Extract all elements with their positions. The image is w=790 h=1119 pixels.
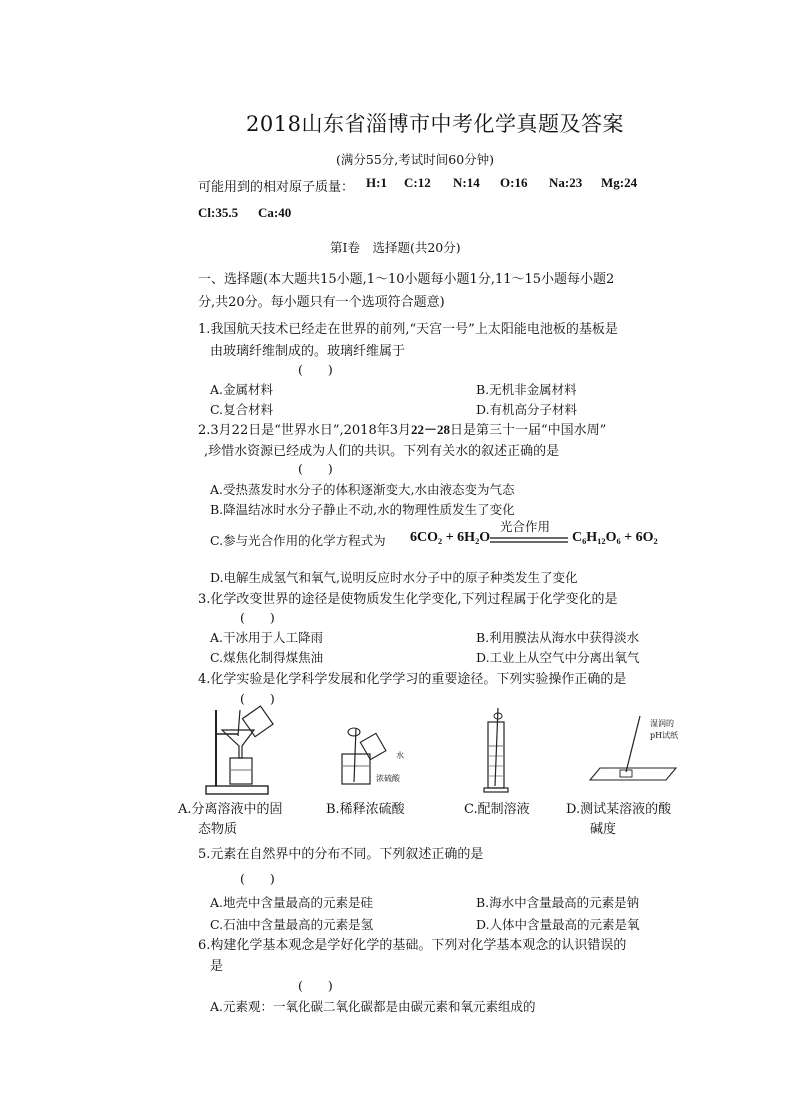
section-title: 第Ⅰ卷 选择题(共20分) bbox=[330, 240, 461, 255]
question-6-option-a: A.元素观：一氧化碳二氧化碳都是由碳元素和氧元素组成的 bbox=[210, 999, 536, 1014]
question-3-option-a: A.干冰用于人工降雨 bbox=[210, 630, 324, 645]
equation-equals-sign bbox=[490, 536, 570, 546]
question-2-option-c: C.参与光合作用的化学方程式为 bbox=[210, 533, 386, 548]
equation-condition: 光合作用 bbox=[500, 519, 551, 534]
question-5-line-1: 5.元素在自然界中的分布不同。下列叙述正确的是 bbox=[198, 847, 484, 862]
question-5-answer-bracket: ( ) bbox=[240, 871, 275, 886]
atomic-mass-cl: Cl:35.5 bbox=[198, 205, 239, 220]
equation-reactants: 6CO₂ + 6H₂O bbox=[410, 530, 491, 545]
atomic-mass-h: H:1 bbox=[366, 175, 387, 190]
instructions-line-2: 分,共20分。每小题只有一个选项符合题意) bbox=[198, 295, 445, 310]
question-5-option-a: A.地壳中含量最高的元素是硅 bbox=[210, 895, 374, 910]
question-6-answer-bracket: ( ) bbox=[298, 978, 333, 993]
question-4-line-1: 4.化学实验是化学科学发展和化学学习的重要途径。下列实验操作正确的是 bbox=[198, 672, 627, 687]
question-1-option-a: A.金属材料 bbox=[210, 382, 274, 397]
question-3-option-c: C.煤焦化制得煤焦油 bbox=[210, 650, 324, 665]
equation-products: C₆H₁₂O₆ + 6O₂ bbox=[572, 530, 658, 545]
question-5-option-b: B.海水中含量最高的元素是钠 bbox=[476, 895, 640, 910]
question-6-line-1: 6.构建化学基本观念是学好化学的基础。下列对化学基本观念的认识错误的 bbox=[198, 938, 627, 953]
exam-info: (满分55分,考试时间60分钟) bbox=[336, 152, 495, 167]
atomic-mass-label: 可能用到的相对原子质量： bbox=[198, 180, 355, 195]
atomic-mass-mg: Mg:24 bbox=[601, 175, 638, 190]
question-2-option-a: A.受热蒸发时水分子的体积逐渐变大,水由液态变为气态 bbox=[210, 482, 515, 497]
question-1-option-b: B.无机非金属材料 bbox=[476, 382, 577, 397]
atomic-mass-o: O:16 bbox=[500, 175, 528, 190]
question-2-option-d: D.电解生成氢气和氧气,说明反应时水分子中的原子种类发生了变化 bbox=[210, 570, 578, 585]
question-3-option-b: B.利用膜法从海水中获得淡水 bbox=[476, 630, 640, 645]
label-concentrated-acid: 浓硫酸 bbox=[376, 774, 400, 783]
graduated-cylinder-figure bbox=[482, 706, 518, 794]
label-water: 水 bbox=[396, 751, 404, 760]
label-ph-paper: pH试纸 bbox=[650, 731, 679, 740]
question-1-answer-bracket: ( ) bbox=[298, 362, 333, 377]
question-2-line-1 bbox=[198, 419, 606, 438]
filtration-apparatus-figure bbox=[200, 706, 310, 798]
question-1-line-1: 1.我国航天技术已经走在世界的前列,“天宫一号”上太阳能电池板的基板是 bbox=[198, 322, 618, 337]
question-2-line-1a: 2.3月22日是“世界水日”,2018年3月 bbox=[198, 423, 411, 438]
question-2-answer-bracket: ( ) bbox=[298, 461, 333, 476]
question-4-option-c: C.配制溶液 bbox=[464, 802, 530, 817]
question-2-line-2: ,珍惜水资源已经成为人们的共识。下列有关水的叙述正确的是 bbox=[204, 444, 560, 459]
atomic-mass-n: N:14 bbox=[453, 175, 480, 190]
question-2-line-1c: 日是第三十一届“中国水周” bbox=[450, 423, 607, 438]
question-4-option-d: D.测试某溶液的酸 bbox=[566, 802, 672, 817]
question-3-answer-bracket: ( ) bbox=[240, 610, 275, 625]
question-1-option-c: C.复合材料 bbox=[210, 402, 274, 417]
question-4-option-b: B.稀释浓硫酸 bbox=[326, 802, 405, 817]
label-wet: 湿润的 bbox=[650, 719, 674, 728]
question-2-option-b: B.降温结冰时水分子静止不动,水的物理性质发生了变化 bbox=[210, 502, 515, 517]
page-title: 2018山东省淄博市中考化学真题及答案 bbox=[246, 112, 624, 136]
atomic-mass-ca: Ca:40 bbox=[258, 205, 292, 220]
question-4-option-a-cont: 态物质 bbox=[198, 822, 238, 837]
question-2-date-range: 22－28 bbox=[411, 422, 451, 437]
question-6-line-2: 是 bbox=[210, 959, 224, 974]
question-5-option-c: C.石油中含量最高的元素是氢 bbox=[210, 917, 374, 932]
question-3-option-d: D.工业上从空气中分离出氧气 bbox=[476, 650, 640, 665]
atomic-mass-na: Na:23 bbox=[549, 175, 583, 190]
atomic-mass-c: C:12 bbox=[404, 175, 431, 190]
question-4-answer-bracket: ( ) bbox=[240, 691, 275, 706]
question-3-line-1: 3.化学改变世界的途径是使物质发生化学变化,下列过程属于化学变化的是 bbox=[198, 592, 618, 607]
question-1-option-d: D.有机高分子材料 bbox=[476, 402, 578, 417]
instructions-line-1: 一、选择题(本大题共15小题,1～10小题每小题1分,11～15小题每小题2 bbox=[198, 272, 615, 287]
question-5-option-d: D.人体中含量最高的元素是氧 bbox=[476, 917, 640, 932]
question-1-line-2: 由玻璃纤维制成的。玻璃纤维属于 bbox=[210, 344, 406, 359]
question-4-option-a: A.分离溶液中的固 bbox=[178, 802, 283, 817]
question-4-option-d-cont: 碱度 bbox=[590, 822, 617, 837]
